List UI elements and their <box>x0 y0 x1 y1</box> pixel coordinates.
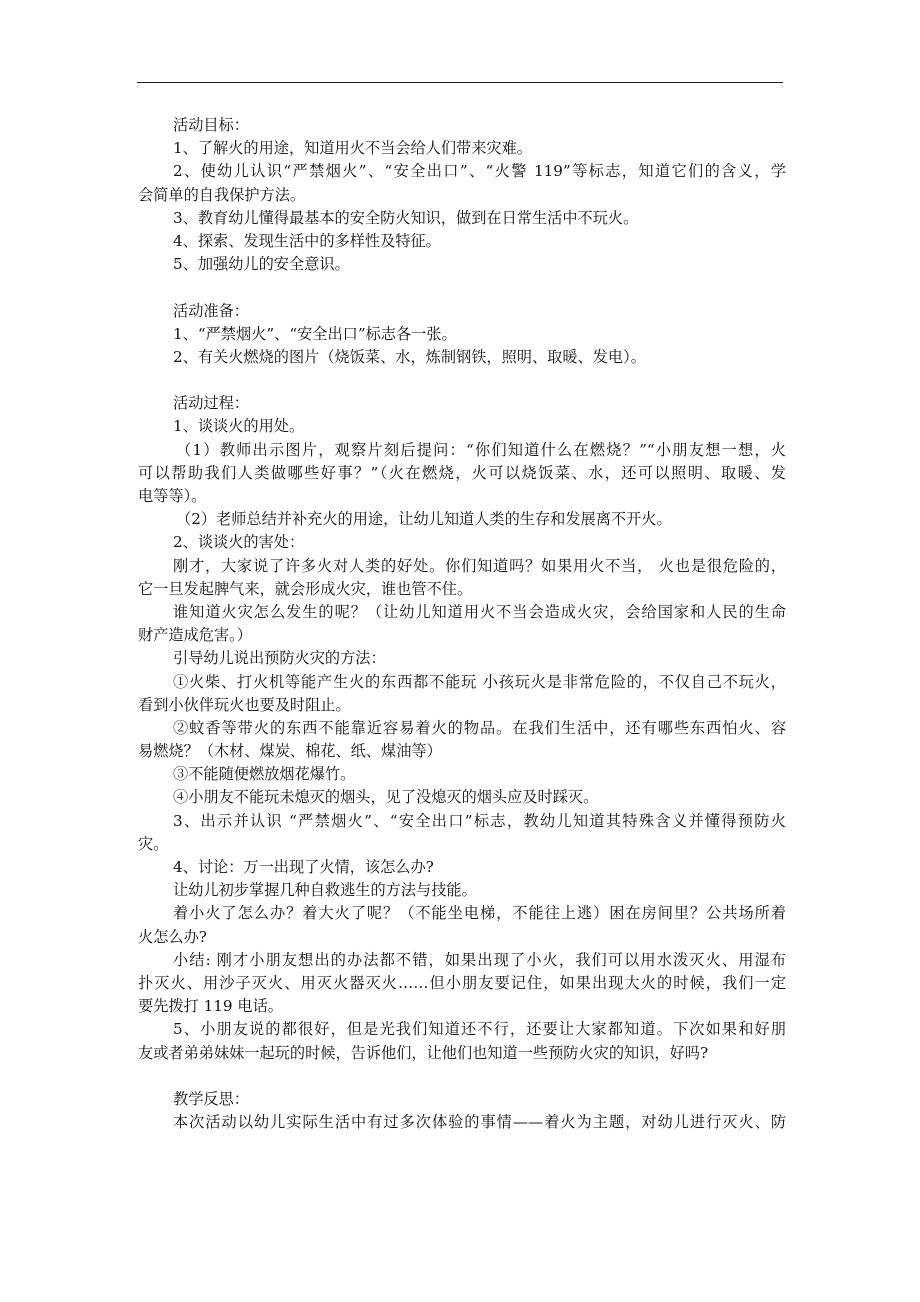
process-line: ①火柴、打火机等能产生火的东西都不能玩 小孩玩火是非常危险的，不仅自己不玩火， <box>173 672 786 691</box>
process-line: 它一旦发起脾气来，就会形成火灾，谁也管不住。 <box>138 579 473 598</box>
process-line: 可以帮助我们人类做哪些好事？”（火在燃烧，火可以烧饭菜、水，还可以照明、取暖、发 <box>138 463 786 482</box>
reflection-line: 本次活动以幼儿实际生活中有过多次体验的事情——着火为主题，对幼儿进行灭火、防 <box>173 1113 786 1132</box>
process-heading: 活动过程： <box>173 394 249 413</box>
process-line: ③不能随便燃放烟花爆竹。 <box>173 765 356 784</box>
header-rule <box>137 82 783 83</box>
goal-item: 5、加强幼儿的安全意识。 <box>173 255 350 274</box>
goals-heading: 活动目标： <box>173 116 249 134</box>
process-line: （2）老师总结并补充火的用途，让幼儿知道人类的生存和发展离不开火。 <box>176 510 672 529</box>
process-line: 1、谈谈火的用处。 <box>173 417 305 436</box>
prep-item: 2、有关火燃烧的图片（烧饭菜、水，炼制钢铁，照明、取暖、发电）。 <box>173 347 646 366</box>
section-spacer <box>138 276 786 299</box>
process-line: 灾。 <box>138 834 169 853</box>
goal-item: 4、探索、发现生活中的多样性及特征。 <box>173 231 441 250</box>
process-line: 引导幼儿说出预防火灾的方法： <box>173 649 386 668</box>
process-line: 看到小伙伴玩火也要及时阻止。 <box>138 695 351 714</box>
process-line: 要先拨打 119 电话。 <box>138 997 283 1016</box>
process-line: 扑灭火、用沙子灭火、用灭火器灭火……但小朋友要记住，如果出现大火的时候，我们一定 <box>138 973 786 992</box>
goal-item: 3、教育幼儿懂得最基本的安全防火知识，做到在日常生活中不玩火。 <box>173 208 639 227</box>
section-spacer <box>138 369 786 392</box>
process-line: 刚才，大家说了许多火对人类的好处。你们知道吗？如果用火不当， 火也是很危险的， <box>173 556 786 575</box>
reflection-heading: 教学反思： <box>173 1089 249 1108</box>
process-line: （1）教师出示图片，观察片刻后提问：“你们知道什么在燃烧？”“小朋友想一想，火 <box>176 440 786 459</box>
process-line: 易燃烧？（木材、煤炭、棉花、纸、煤油等） <box>138 742 442 761</box>
process-line: 着小火了怎么办？着大火了呢？（不能坐电梯，不能往上逃）困在房间里？公共场所着 <box>173 904 786 923</box>
process-line: 让幼儿初步掌握几种自救逃生的方法与技能。 <box>173 881 477 900</box>
goal-item: 会简单的自我保护方法。 <box>138 185 306 204</box>
process-line: 4、讨论：万一出现了火情，该怎么办? <box>173 858 434 876</box>
process-line: 电等等）。 <box>138 487 207 505</box>
process-line: 5、小朋友说的都很好，但是光我们知道还不行，还要让大家都知道。下次如果和好朋 <box>173 1020 786 1039</box>
goal-item: 1、了解火的用途，知道用火不当会给人们带来灾难。 <box>173 139 532 158</box>
process-line: 3、出示并认识 “严禁烟火”、“安全出口”标志，教幼儿知道其特殊含义并懂得预防火 <box>173 811 786 830</box>
process-line: 小结: 刚才小朋友想出的办法都不错，如果出现了小火，我们可以用水泼灭火、用湿布 <box>173 950 786 969</box>
section-spacer <box>138 1065 786 1088</box>
prep-item: 1、“严禁烟火”、“安全出口”标志各一张。 <box>173 324 457 343</box>
document-body <box>138 114 786 1134</box>
process-line: ②蚊香等带火的东西不能靠近容易着火的物品。在我们生活中，还有哪些东西怕火、容 <box>173 718 786 737</box>
process-line: 财产造成危害。） <box>138 626 252 645</box>
process-line: 谁知道火灾怎么发生的呢？（让幼儿知道用火不当会造成火灾，会给国家和人民的生命 <box>173 602 786 621</box>
prep-heading: 活动准备： <box>173 301 249 320</box>
process-line: ④小朋友不能玩未熄灭的烟头，见了没熄灭的烟头应及时踩灭。 <box>173 788 599 807</box>
process-line: 2、谈谈火的害处： <box>173 533 305 552</box>
process-line: 友或者弟弟妹妹一起玩的时候，告诉他们，让他们也知道一些预防火灾的知识，好吗? <box>138 1043 709 1062</box>
process-line: 火怎么办? <box>138 927 207 946</box>
goal-item: 2、使幼儿认识“严禁烟火”、“安全出口”、“火警 119”等标志，知道它们的含义，学 <box>173 162 786 181</box>
